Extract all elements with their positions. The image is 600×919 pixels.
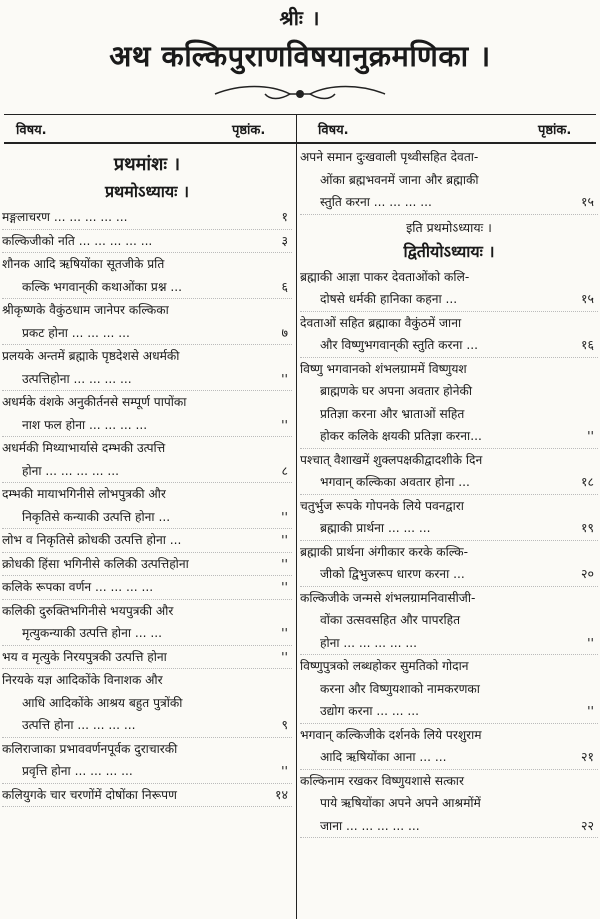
- entry-text-line: होकर कलिके क्षयकी प्रतिज्ञा करना...: [320, 429, 482, 443]
- header-rule-bottom: [4, 142, 596, 144]
- entry-text-line: करना और विष्णुयशाको नामकरणका: [320, 681, 480, 696]
- entry-page-number: १८: [580, 474, 594, 489]
- index-entry: [2, 646, 292, 670]
- index-entry: [2, 738, 292, 784]
- entry-page-number: २१: [580, 749, 594, 764]
- entry-text-line: कलिके रूपका वर्णन ... ... ... ...: [2, 580, 154, 594]
- part-heading: प्रथमांशः ।: [113, 154, 181, 175]
- entry-text-line: मङ्गलाचरण ... ... ... ... ...: [2, 210, 128, 224]
- entry-text-line: प्रकट होना ... ... ... ...: [22, 325, 130, 340]
- entry-text-line: आधि आदिकोंके आश्रय बहुत पुत्रोंकी: [22, 695, 183, 710]
- entry-text-line: स्तुति करना ... ... ... ...: [320, 195, 432, 209]
- entry-page-number: २२: [580, 817, 594, 833]
- entry-page-number: ३: [281, 232, 288, 248]
- entry-text-line: होना ... ... ... ... ...: [320, 635, 418, 650]
- entry-text-line: आदि ऋषियोंका आना ... ...: [320, 750, 447, 764]
- entry-text-line: उत्पत्तिहोना ... ... ... ...: [22, 371, 132, 386]
- entry-text-line: भय व मृत्युके निरयपुत्रकी उत्पत्ति होना: [2, 649, 167, 664]
- chapter-heading-2: द्वितीयोऽध्यायः ।: [403, 241, 495, 261]
- chapter-heading-1: प्रथमोऽध्यायः ।: [104, 182, 190, 201]
- index-entry: [2, 784, 292, 808]
- entry-text-line: चतुर्भुज रूपके गोपनके लिये पवनद्वारा: [300, 498, 464, 513]
- left-column: [2, 146, 292, 807]
- index-entry: [300, 449, 598, 495]
- index-entry: [2, 253, 292, 299]
- entry-text-line: कल्किजीको नति ... ... ... ... ...: [2, 233, 153, 248]
- entry-text-line: श्रीकृष्णके वैकुंठधाम जानेपर कल्किका: [2, 303, 169, 317]
- entry-text-line: अधर्मके वंशके अनुकीर्तनसे सम्पूर्ण पापोंका: [2, 395, 187, 409]
- entry-text-line: कलिकी दुरुक्तिभगिनीसे भयपुत्रकी और: [2, 603, 174, 618]
- header-rule-top: [4, 114, 596, 115]
- index-entry: [300, 312, 598, 358]
- entry-page-number: '': [587, 428, 594, 443]
- index-entry: [300, 541, 598, 587]
- entry-text-line: पाये ऋषियोंका अपने अपने आश्रमोंमें: [320, 796, 481, 810]
- entry-page-number: '': [281, 508, 288, 524]
- index-entry: [2, 299, 292, 345]
- entry-page-number: १: [281, 209, 288, 224]
- entry-page-number: '': [281, 532, 288, 547]
- entry-page-number: '': [587, 703, 594, 718]
- entry-text-line: मृत्युकन्याकी उत्पत्ति होना ... ...: [22, 626, 162, 640]
- entry-text-line: कल्किजीके जन्मसे शंभलग्रामनिवासीजी-: [300, 590, 476, 605]
- entry-text-line: निकृतिसे कन्याकी उत्पत्ति होना ...: [22, 509, 171, 524]
- entry-text-line: अधर्मकी मिथ्याभार्यासे दम्भकी उत्पत्ति: [2, 441, 166, 455]
- page-title: अथ कल्किपुराणविषयानुक्रमणिका ।: [109, 39, 491, 73]
- entry-page-number: '': [281, 648, 288, 664]
- index-entry: [300, 495, 598, 541]
- entry-page-number: १५: [580, 291, 594, 306]
- entry-text-line: क्रोधकी हिंसा भगिनीसे कलिकी उत्पत्तिहोना: [2, 556, 189, 571]
- entry-page-number: ६: [281, 278, 288, 294]
- index-entry: [2, 206, 292, 230]
- entry-page-number: '': [587, 634, 594, 650]
- entry-page-number: '': [281, 416, 288, 432]
- entry-text-line: भगवान् कल्किजीके दर्शनके लिये परशुराम: [300, 727, 482, 742]
- entry-text-line: कल्किनाम रखकर विष्णुयशासे सत्कार: [300, 773, 464, 788]
- entry-page-number: '': [281, 763, 288, 778]
- left-entry-list: [2, 206, 292, 807]
- index-entry: [2, 529, 292, 553]
- index-entry: [2, 669, 292, 738]
- entry-text-line: कल्कि भगवान्‌की कथाओंका प्रश्न ...: [22, 279, 182, 294]
- index-entry: [300, 587, 598, 656]
- right-column: [300, 146, 598, 838]
- entry-text-line: जाना ... ... ... ... ...: [320, 818, 420, 833]
- entry-text-line: ब्रह्माकी प्रार्थना ... ... ...: [320, 521, 431, 535]
- entry-text-line: दोषसे धर्मकी हानिका कहना ...: [320, 292, 458, 306]
- entry-text-line: ब्रह्माकी आज्ञा पाकर देवताओंको कलि-: [300, 269, 470, 284]
- page-label-left: पृष्ठांक.: [232, 123, 266, 138]
- entry-text-line: लोभ व निकृतिसे क्रोधकी उत्पत्ति होना ...: [2, 533, 182, 547]
- page-label-right: पृष्ठांक.: [538, 123, 572, 138]
- index-entry: [2, 600, 292, 646]
- chapter-end-note: इति प्रथमोऽध्यायः ।: [406, 219, 492, 235]
- entry-text-line: और विष्णुभगवान्‌की स्तुति करना ...: [320, 338, 478, 352]
- ornament-flourish: [210, 82, 390, 106]
- entry-page-number: १६: [580, 337, 594, 352]
- entry-text-line: निरयके यज्ञ आदिकोंके विनाशक और: [2, 673, 163, 687]
- index-entry: [300, 358, 598, 449]
- entry-text-line: अपने समान दुःखवाली पृथ्वीसहित देवता-: [300, 150, 479, 164]
- index-entry: [2, 391, 292, 437]
- index-entry: [2, 437, 292, 483]
- entry-text-line: ब्राह्मणके घर अपना अवतार होनेकी: [320, 384, 472, 398]
- right-entry-list-top: [300, 146, 598, 215]
- right-entry-list: [300, 266, 598, 839]
- subject-label-right: विषय.: [318, 123, 349, 138]
- entry-text-line: कलिराजाका प्रभाववर्णनपूर्वक दुराचारकी: [2, 741, 178, 756]
- index-entry: [2, 230, 292, 254]
- index-entry: [300, 146, 598, 215]
- entry-page-number: ९: [281, 717, 288, 732]
- entry-text-line: प्रवृत्ति होना ... ... ... ...: [22, 764, 133, 778]
- entry-text-line: दम्भकी मायाभगिनीसे लोभपुत्रकी और: [2, 487, 166, 501]
- invocation: श्रीः ।: [279, 6, 321, 30]
- entry-text-line: उत्पत्ति होना ... ... ... ...: [22, 718, 136, 732]
- entry-text-line: शौनक आदि ऋषियोंका सूतजीके प्रति: [2, 257, 165, 271]
- entry-text-line: प्रलयके अन्तमें ब्रह्माके पृष्ठदेशसे अधर्मकी: [2, 349, 180, 363]
- entry-text-line: विष्णुपुत्रको लब्धहोकर सुमतिको गोदान: [300, 659, 469, 673]
- entry-page-number: ७: [281, 324, 288, 340]
- column-divider: [296, 114, 297, 919]
- entry-page-number: '': [281, 555, 288, 571]
- entry-text-line: होना ... ... ... ... ...: [22, 463, 120, 478]
- index-entry: [300, 770, 598, 839]
- index-entry: [2, 345, 292, 391]
- index-entry: [300, 724, 598, 770]
- entry-text-line: भगवान् कल्किका अवतार होना ...: [320, 475, 470, 489]
- subject-label-left: विषय.: [16, 123, 47, 138]
- entry-page-number: '': [281, 625, 288, 640]
- entry-text-line: प्रतिज्ञा करना और भ्राताओं सहित: [320, 406, 465, 421]
- entry-text-line: वोंका उत्सवसहित और पापरहित: [320, 613, 461, 627]
- entry-text-line: नाश फल होना ... ... ... ...: [22, 417, 148, 432]
- index-entry: [300, 266, 598, 312]
- index-entry: [2, 576, 292, 600]
- entry-page-number: २०: [580, 566, 594, 581]
- entry-text-line: ब्रह्माकी प्रार्थना अंगीकार करके कल्कि-: [300, 544, 468, 559]
- entry-page-number: १५: [580, 194, 594, 209]
- entry-page-number: '': [281, 370, 288, 386]
- column-header-row: [0, 118, 600, 140]
- entry-text-line: विष्णु भगवानको शंभलग्राममें विष्णुयश: [300, 361, 467, 376]
- entry-text-line: जीको द्विभुजरूप धारण करना ...: [320, 567, 465, 581]
- entry-page-number: '': [281, 579, 288, 594]
- entry-text-line: उद्योग करना ... ... ...: [320, 704, 420, 718]
- entry-text-line: कलियुगके चार चरणोंमें दोषोंका निरूपण: [2, 787, 177, 802]
- entry-page-number: ८: [281, 462, 288, 478]
- entry-text-line: पश्चात् वैशाखमें शुक्लपक्षकीद्वादशीके दिन: [300, 452, 483, 467]
- entry-text-line: ओंका ब्रह्मभवनमें जाना और ब्रह्माकी: [320, 172, 479, 187]
- index-entry: [300, 655, 598, 724]
- index-entry: [2, 553, 292, 577]
- index-entry: [2, 483, 292, 529]
- entry-page-number: १९: [580, 520, 594, 535]
- entry-text-line: देवताओं सहित ब्रह्माका वैकुंठमें जाना: [300, 315, 462, 330]
- entry-page-number: १४: [274, 786, 288, 802]
